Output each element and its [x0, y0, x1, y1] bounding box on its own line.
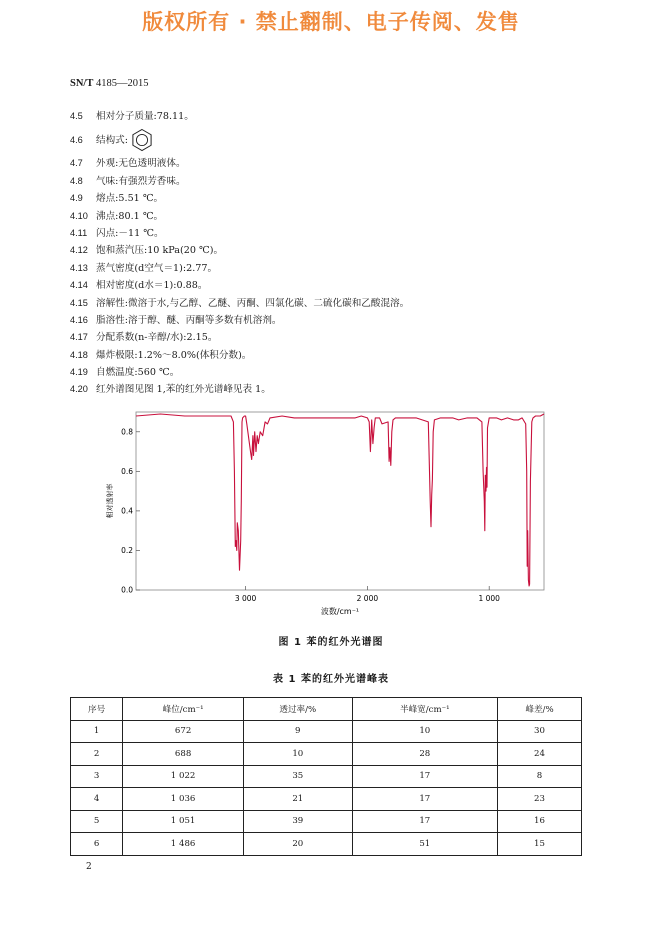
- table-cell: 23: [497, 788, 581, 811]
- x-axis: [235, 586, 500, 603]
- clause-text: 蒸气密度(d空气＝1):2.77。: [96, 262, 218, 274]
- table-cell: 5: [71, 810, 123, 833]
- clause-number: 4.16: [70, 314, 88, 325]
- y-tick-label: 0.4: [121, 506, 133, 516]
- standard-code: [70, 78, 148, 89]
- clause-number: 4.11: [70, 227, 88, 238]
- clause-number: 4.10: [70, 210, 88, 221]
- table-cell: 1 036: [123, 788, 244, 811]
- clause-number: 4.8: [70, 175, 83, 186]
- clause-number: 4.12: [70, 245, 88, 256]
- table-cell: 28: [352, 743, 497, 766]
- clause-4-10: [70, 208, 590, 225]
- clause-4-16: [70, 312, 590, 329]
- table-cell: 17: [352, 788, 497, 811]
- clause-4-17: [70, 329, 590, 346]
- table-cell: 672: [123, 720, 244, 743]
- y-axis-label: 相对透射率: [106, 483, 114, 519]
- table-row: [71, 720, 582, 743]
- table-cell: 10: [243, 743, 352, 766]
- clause-text: 熔点:5.51 ℃。: [96, 193, 164, 205]
- clause-4-18: [70, 347, 590, 364]
- standard-prefix: SN/T: [70, 78, 94, 89]
- clause-4-14: [70, 277, 590, 294]
- clause-number: 4.6: [70, 134, 83, 145]
- clause-4-15: [70, 295, 590, 312]
- column-header: 半峰宽/cm⁻¹: [352, 698, 497, 721]
- clause-number: 4.19: [70, 367, 88, 378]
- clause-list: [70, 108, 590, 399]
- y-tick-label: 0.6: [121, 466, 133, 476]
- watermark-banner: 版权所有 · 禁止翻制、电子传阅、发售: [142, 10, 520, 34]
- clause-number: 4.18: [70, 349, 88, 360]
- table-row: [71, 743, 582, 766]
- clause-text: 闪点:－11 ℃。: [96, 227, 164, 239]
- ir-spectrum-chart: [100, 410, 560, 622]
- table-cell: 30: [497, 720, 581, 743]
- column-header: 序号: [71, 698, 123, 721]
- table-cell: 2: [71, 743, 123, 766]
- clause-4-19: [70, 364, 590, 381]
- clause-text: 结构式:: [96, 134, 129, 146]
- clause-text: 外观:无色透明液体。: [96, 158, 186, 170]
- clause-number: 4.20: [70, 384, 88, 395]
- x-tick-label: 1 000: [478, 594, 500, 603]
- table-cell: 8: [497, 765, 581, 788]
- x-tick-label: 2 000: [356, 594, 379, 603]
- table-cell: 1 486: [123, 833, 244, 856]
- standard-number: 4185—2015: [95, 78, 149, 89]
- table-cell: 4: [71, 788, 123, 811]
- table-cell: 51: [352, 833, 497, 856]
- column-header: 透过率/%: [243, 698, 352, 721]
- clause-text: 饱和蒸汽压:10 kPa(20 ℃)。: [96, 245, 224, 257]
- table-cell: 10: [352, 720, 497, 743]
- clause-4-12: [70, 242, 590, 259]
- clause-text: 相对密度(d水＝1):0.88。: [96, 280, 208, 292]
- clause-text: 爆炸极限:1.2%～8.0%(体积分数)。: [96, 349, 252, 361]
- clause-4-11: [70, 225, 590, 242]
- table-cell: 21: [243, 788, 352, 811]
- table-cell: 9: [243, 720, 352, 743]
- clause-text: 自燃温度:560 ℃。: [96, 367, 180, 379]
- table-row: [71, 810, 582, 833]
- table-cell: 16: [497, 810, 581, 833]
- ir-peak-table: [70, 697, 582, 856]
- table-cell: 15: [497, 833, 581, 856]
- y-axis: [121, 427, 140, 594]
- table-cell: 17: [352, 765, 497, 788]
- table-cell: 17: [352, 810, 497, 833]
- table-cell: 3: [71, 765, 123, 788]
- clause-4-20: [70, 381, 590, 398]
- clause-number: 4.17: [70, 332, 88, 343]
- table-row: [71, 833, 582, 856]
- clause-4-9: [70, 190, 590, 207]
- clause-4-7: [70, 155, 590, 172]
- clause-4-13: [70, 260, 590, 277]
- y-tick-label: 0.2: [121, 545, 133, 555]
- column-header: 峰位/cm⁻¹: [123, 698, 244, 721]
- clause-text: 沸点:80.1 ℃。: [96, 210, 164, 222]
- table-cell: 24: [497, 743, 581, 766]
- table-header-row: [71, 698, 582, 721]
- clause-4-5: [70, 108, 590, 125]
- clause-4-8: [70, 173, 590, 190]
- clause-text: 气味:有强烈芳香味。: [96, 175, 186, 187]
- column-header: 峰差/%: [497, 698, 581, 721]
- y-tick-label: 0.0: [121, 585, 133, 595]
- clause-number: 4.5: [70, 111, 83, 121]
- x-tick-label: 3 000: [234, 594, 257, 603]
- clause-4-6: [70, 125, 590, 155]
- clause-text: 分配系数(n-辛醇/水):2.15。: [96, 332, 218, 344]
- figure-caption: 图 1 苯的红外光谱图: [278, 637, 384, 648]
- clause-number: 4.7: [70, 158, 83, 169]
- table-cell: 39: [243, 810, 352, 833]
- spectrum-line: [136, 414, 544, 586]
- x-axis-label: 波数/cm⁻¹: [320, 607, 360, 616]
- benzene-structure-icon: [130, 128, 154, 152]
- table-cell: 1 022: [123, 765, 244, 788]
- clause-text: 脂溶性:溶于醇、醚、丙酮等多数有机溶剂。: [96, 314, 282, 326]
- page-number: 2: [86, 862, 92, 872]
- clause-number: 4.15: [70, 297, 88, 308]
- table-cell: 688: [123, 743, 244, 766]
- table-cell: 1 051: [123, 810, 244, 833]
- clause-number: 4.13: [70, 262, 88, 273]
- table-cell: 20: [243, 833, 352, 856]
- table-cell: 1: [71, 720, 123, 743]
- clause-number: 4.9: [70, 193, 83, 204]
- clause-text: 红外谱图见图 1,苯的红外光谱峰见表 1。: [96, 384, 271, 396]
- y-tick-label: 0.8: [121, 427, 133, 437]
- table-cell: 6: [71, 833, 123, 856]
- clause-number: 4.14: [70, 280, 88, 291]
- table-cell: 35: [243, 765, 352, 788]
- table-title: 表 1 苯的红外光谱峰表: [273, 674, 389, 685]
- clause-text: 相对分子质量:78.11。: [96, 111, 194, 122]
- clause-text: 溶解性:微溶于水,与乙醇、乙醚、丙酮、四氯化碳、二硫化碳和乙酸混溶。: [96, 297, 410, 309]
- table-row: [71, 788, 582, 811]
- table-row: [71, 765, 582, 788]
